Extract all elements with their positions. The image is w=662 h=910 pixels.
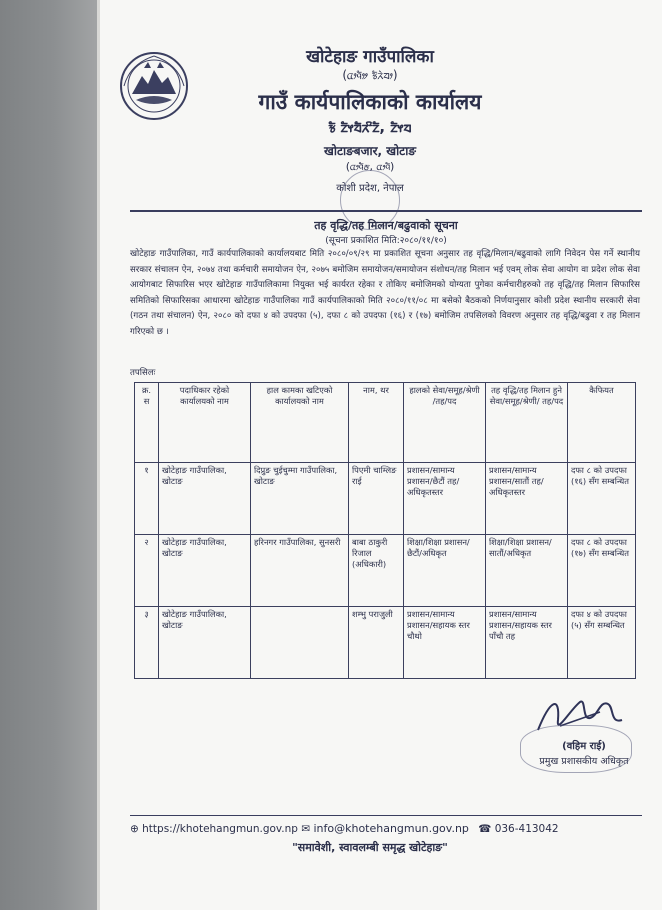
- municipality-name: खोटेहाङ गाउँपालिका: [306, 47, 434, 67]
- province-name: कोशी प्रदेश, नेपाल: [336, 183, 404, 194]
- cell-original-office: खोटेहाङ गाउँपालिका, खोटाङ: [159, 535, 251, 607]
- office-address: खोटाङबजार, खोटाङ: [324, 144, 416, 158]
- table-header-row: [135, 383, 636, 463]
- envelope-icon: ✉: [301, 823, 311, 835]
- footer-divider: [130, 815, 642, 816]
- signatory-title: प्रमुख प्रशासकीय अधिकृत: [539, 756, 629, 767]
- header-current-service: हालको सेवा/समूह/श्रेणी /तह/पद: [404, 383, 486, 463]
- cell-sn: ३: [135, 607, 159, 679]
- notice-body: खोटेहाङ गाउँपालिका, गाउँ कार्यपालिकाको कार्यालयबाट मिति २०८०/०९/२९ मा प्रकाशित सूचना अनुसार तह वृद्धि/मिलान/बढुवाको लागि निवेदन पेस गर्ने स्थानीय सरकार संचालन ऐन, २०७४ तथा कर्मचारी समायोजन ऐन, २०७५ बमोजिम समायोजन/समायोजन संशोधन/तह मिलान भई एवम् लोक सेवा आयोग वा प्रदेश लोक सेवा आयोगबाट सिफारिस भएर खोटेहाङ गाउँपालिकामा नियुक्त भई कार्यरत रहेका र तोकिए बमोजिमको योग्यता पुगेका कर्मचारीहरुको तह वृद्धि/तह मिलान सिफारिस समितिको सिफारिसका आधारमा खोटेहाङ गाउँपालिका गाउँ कार्यपालिकाको मिति २०८०/११/०८ मा बसेको बैठकको निर्णयानुसार कोशी प्रदेश स्थानीय सरकारी सेवा (गठन तथा संचालन) ऐन, २०८० को दफा ४ को उपदफा (५), दफा ८ को उपदफा (१६) र (१७) बमोजिम तपसिलको विवरण अनुसार तह वृद्धि/बढुवा र तह मिलान गरिएको छ ।: [130, 249, 640, 337]
- signatory-name: (वहिम राई): [562, 741, 606, 752]
- phone-number: 036-413042: [494, 823, 559, 835]
- cell-name: बाबा ठाकुरी रिजाल (अधिकारी): [349, 535, 404, 607]
- cell-remarks: दफा ८ को उपदफा (१६) सँग सम्बन्धित: [568, 463, 636, 535]
- office-name-limbu: ᤃᤠ ᤁᤠᤶᤔᤠᤖᤡᤁᤠ, ᤁᤠᤶᤔ: [328, 118, 412, 136]
- header-divider: [130, 210, 642, 212]
- cell-sn: २: [135, 535, 159, 607]
- cell-original-office: खोटेहाङ गाउँपालिका, खोटाङ: [159, 463, 251, 535]
- cell-current-office: दिप्रुङ चुईचुम्मा गाउँपालिका, खोटाङ: [251, 463, 349, 535]
- table-row: [135, 463, 636, 535]
- cell-current-service: शिक्षा/शिक्षा प्रशासन/छैटौं/अधिकृत: [404, 535, 486, 607]
- schedule-label: तपसिलः: [130, 368, 156, 378]
- footer-contact: [130, 822, 650, 835]
- table-row: [135, 535, 636, 607]
- footer-slogan: "समावेशी, स्वावलम्बी समृद्ध खोटेहाङ": [292, 841, 448, 854]
- email-link[interactable]: info@khotehangmun.gov.np: [313, 822, 469, 835]
- cell-new-service: प्रशासन/सामान्य प्रशासन/सहायक स्तर पाँचौ तह: [486, 607, 568, 679]
- header-new-service: तह वृद्धि/तह मिलान हुने सेवा/समूह/श्रेणी/ तह/पद: [486, 383, 568, 463]
- cell-new-service: शिक्षा/शिक्षा प्रशासन/सातौं/अधिकृत: [486, 535, 568, 607]
- cell-current-service: प्रशासन/सामान्य प्रशासन/सहायक स्तर चौथो: [404, 607, 486, 679]
- header-name: नाम, थर: [349, 383, 404, 463]
- office-address-limbu: (ᤂᤣᤚᤠᤅ, ᤂᤣᤚᤠ): [345, 160, 395, 173]
- nepal-emblem-icon: [118, 50, 190, 122]
- website-link[interactable]: https://khotehangmun.gov.np: [142, 823, 298, 835]
- cell-current-service: प्रशासन/सामान्य प्रशासन/छैटौं तह/अधिकृतस्तर: [404, 463, 486, 535]
- cell-name: शम्भु पराजुली: [349, 607, 404, 679]
- cell-current-office: [251, 607, 349, 679]
- notice-title: तह वृद्धि/तह मिलान/बढुवाको सूचना: [314, 219, 458, 232]
- cell-remarks: दफा ८ को उपदफा (१७) सँग सम्बन्धित: [568, 535, 636, 607]
- cell-name: पिएमी चाम्लिङ राई: [349, 463, 404, 535]
- table-row: [135, 607, 636, 679]
- cell-current-office: हरिनगर गाउँपालिका, सुनसरी: [251, 535, 349, 607]
- cell-remarks: दफा ४ को उपदफा (५) सँग सम्बन्धित: [568, 607, 636, 679]
- cell-new-service: प्रशासन/सामान्य प्रशासन/सातौं तह/अधिकृतस्तर: [486, 463, 568, 535]
- cell-sn: १: [135, 463, 159, 535]
- header-current-office: हाल कामका खटिएको कार्यालयको नाम: [251, 383, 349, 463]
- globe-icon: ⊕: [130, 823, 139, 835]
- cell-original-office: खोटेहाङ गाउँपालिका, खोटाङ: [159, 607, 251, 679]
- municipality-name-limbu: (ᤂᤣᤚᤦ ᤃᤠᤖᤧᤔᤣ): [342, 68, 398, 82]
- office-name: गाउँ कार्यपालिकाको कार्यालय: [258, 90, 482, 114]
- phone-icon: ☎: [478, 823, 492, 835]
- header-original-office: पदाधिकार रहेको कार्यालयको नाम: [159, 383, 251, 463]
- notice-date: (सूचना प्रकाशित मिति:२०८०/११/१०): [325, 236, 447, 246]
- promotion-table: [134, 382, 636, 679]
- header-remarks: कैफियत: [568, 383, 636, 463]
- scanner-edge: [0, 0, 97, 910]
- header-sn: क्र. स: [135, 383, 159, 463]
